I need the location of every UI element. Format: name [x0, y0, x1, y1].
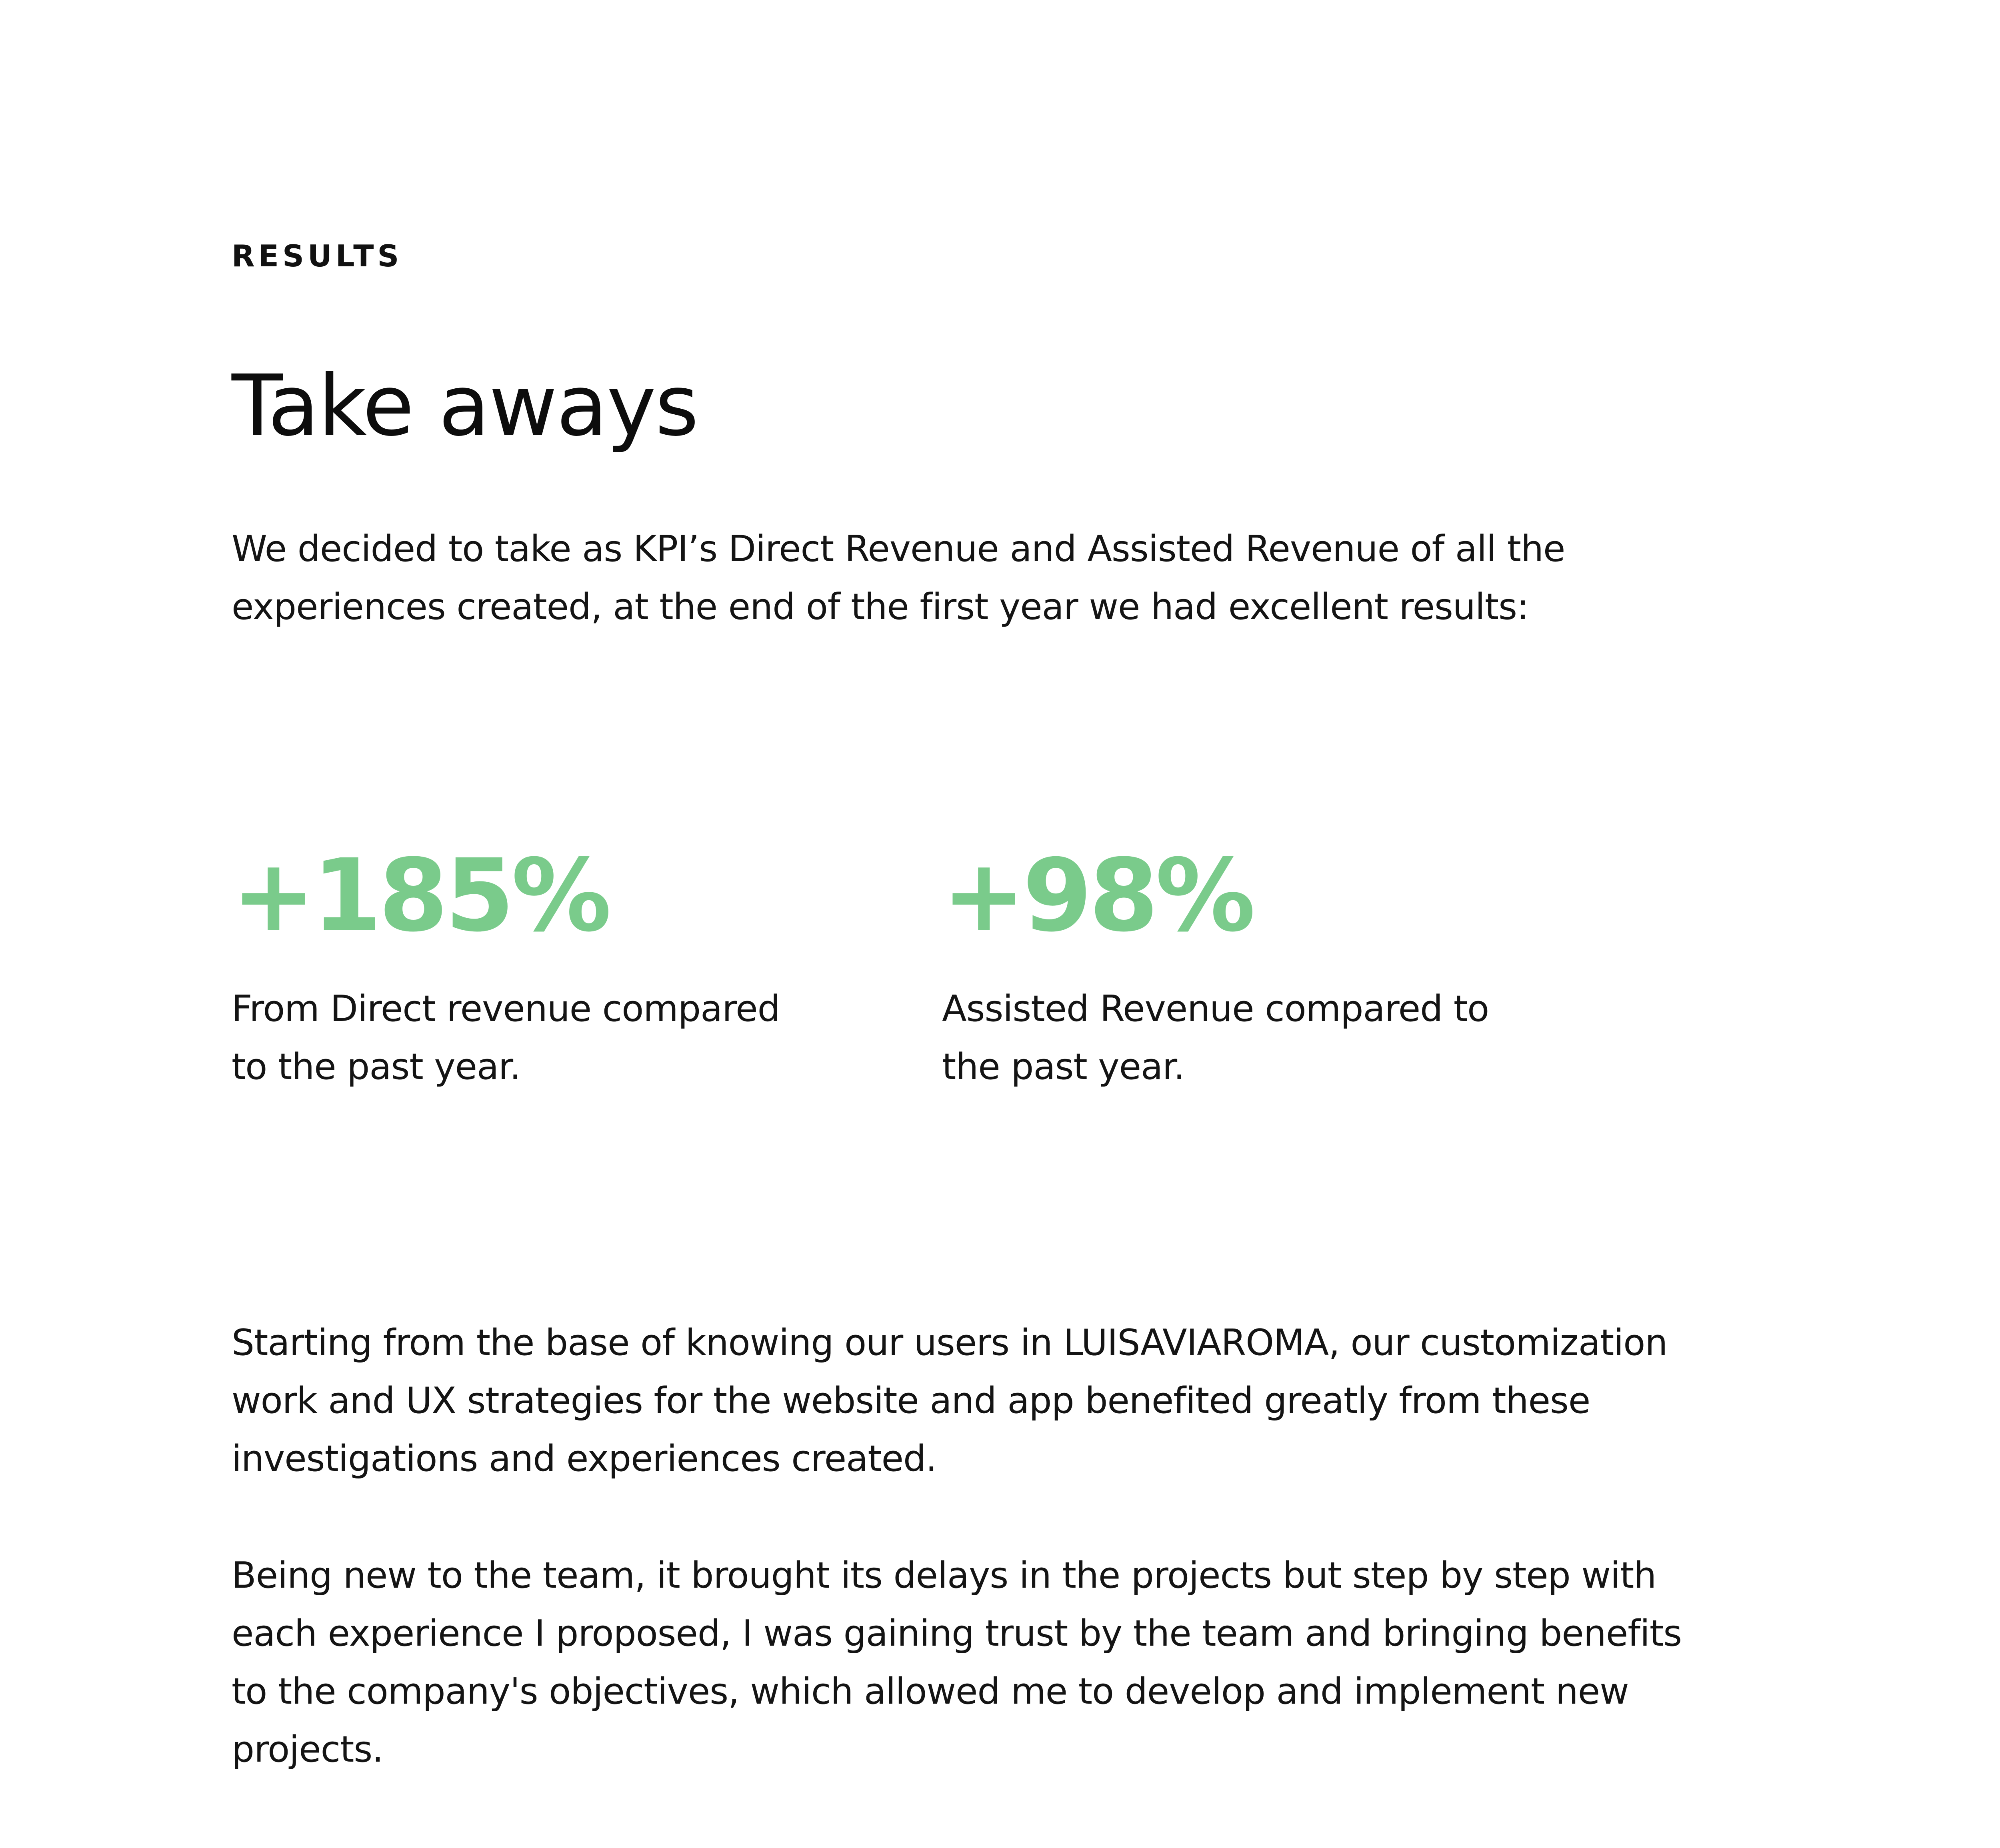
intro-paragraph: We decided to take as KPI’s Direct Revenue and Assisted Revenue of all the experiences created, at the end of the first year we had excellent results: — [232, 528, 1565, 628]
stat-caption: Assisted Revenue compared to the past year. — [942, 988, 1489, 1088]
stat-value: +185% — [232, 837, 608, 954]
stat-caption: From Direct revenue compared to the past year. — [232, 988, 780, 1088]
body-paragraph-1: Starting from the base of knowing our users in LUISAVIAROMA, our customization work and UX strategies for the website and app benefited greatly from these investigations and experiences created. — [232, 1322, 1668, 1480]
stat-assisted-revenue — [942, 832, 1582, 1096]
stat-value: +98% — [942, 837, 1252, 954]
body-paragraph-2: Being new to the team, it brought its delays in the projects but step by step with each experience I proposed, I was gaining trust by the team and bringing benefits to the company's objectives, which allowed me to develop and implement new projects. — [232, 1554, 1682, 1770]
stat-direct-revenue — [232, 832, 872, 1096]
section-eyebrow: RESULTS — [232, 238, 403, 274]
page-title: Take aways — [232, 357, 698, 455]
